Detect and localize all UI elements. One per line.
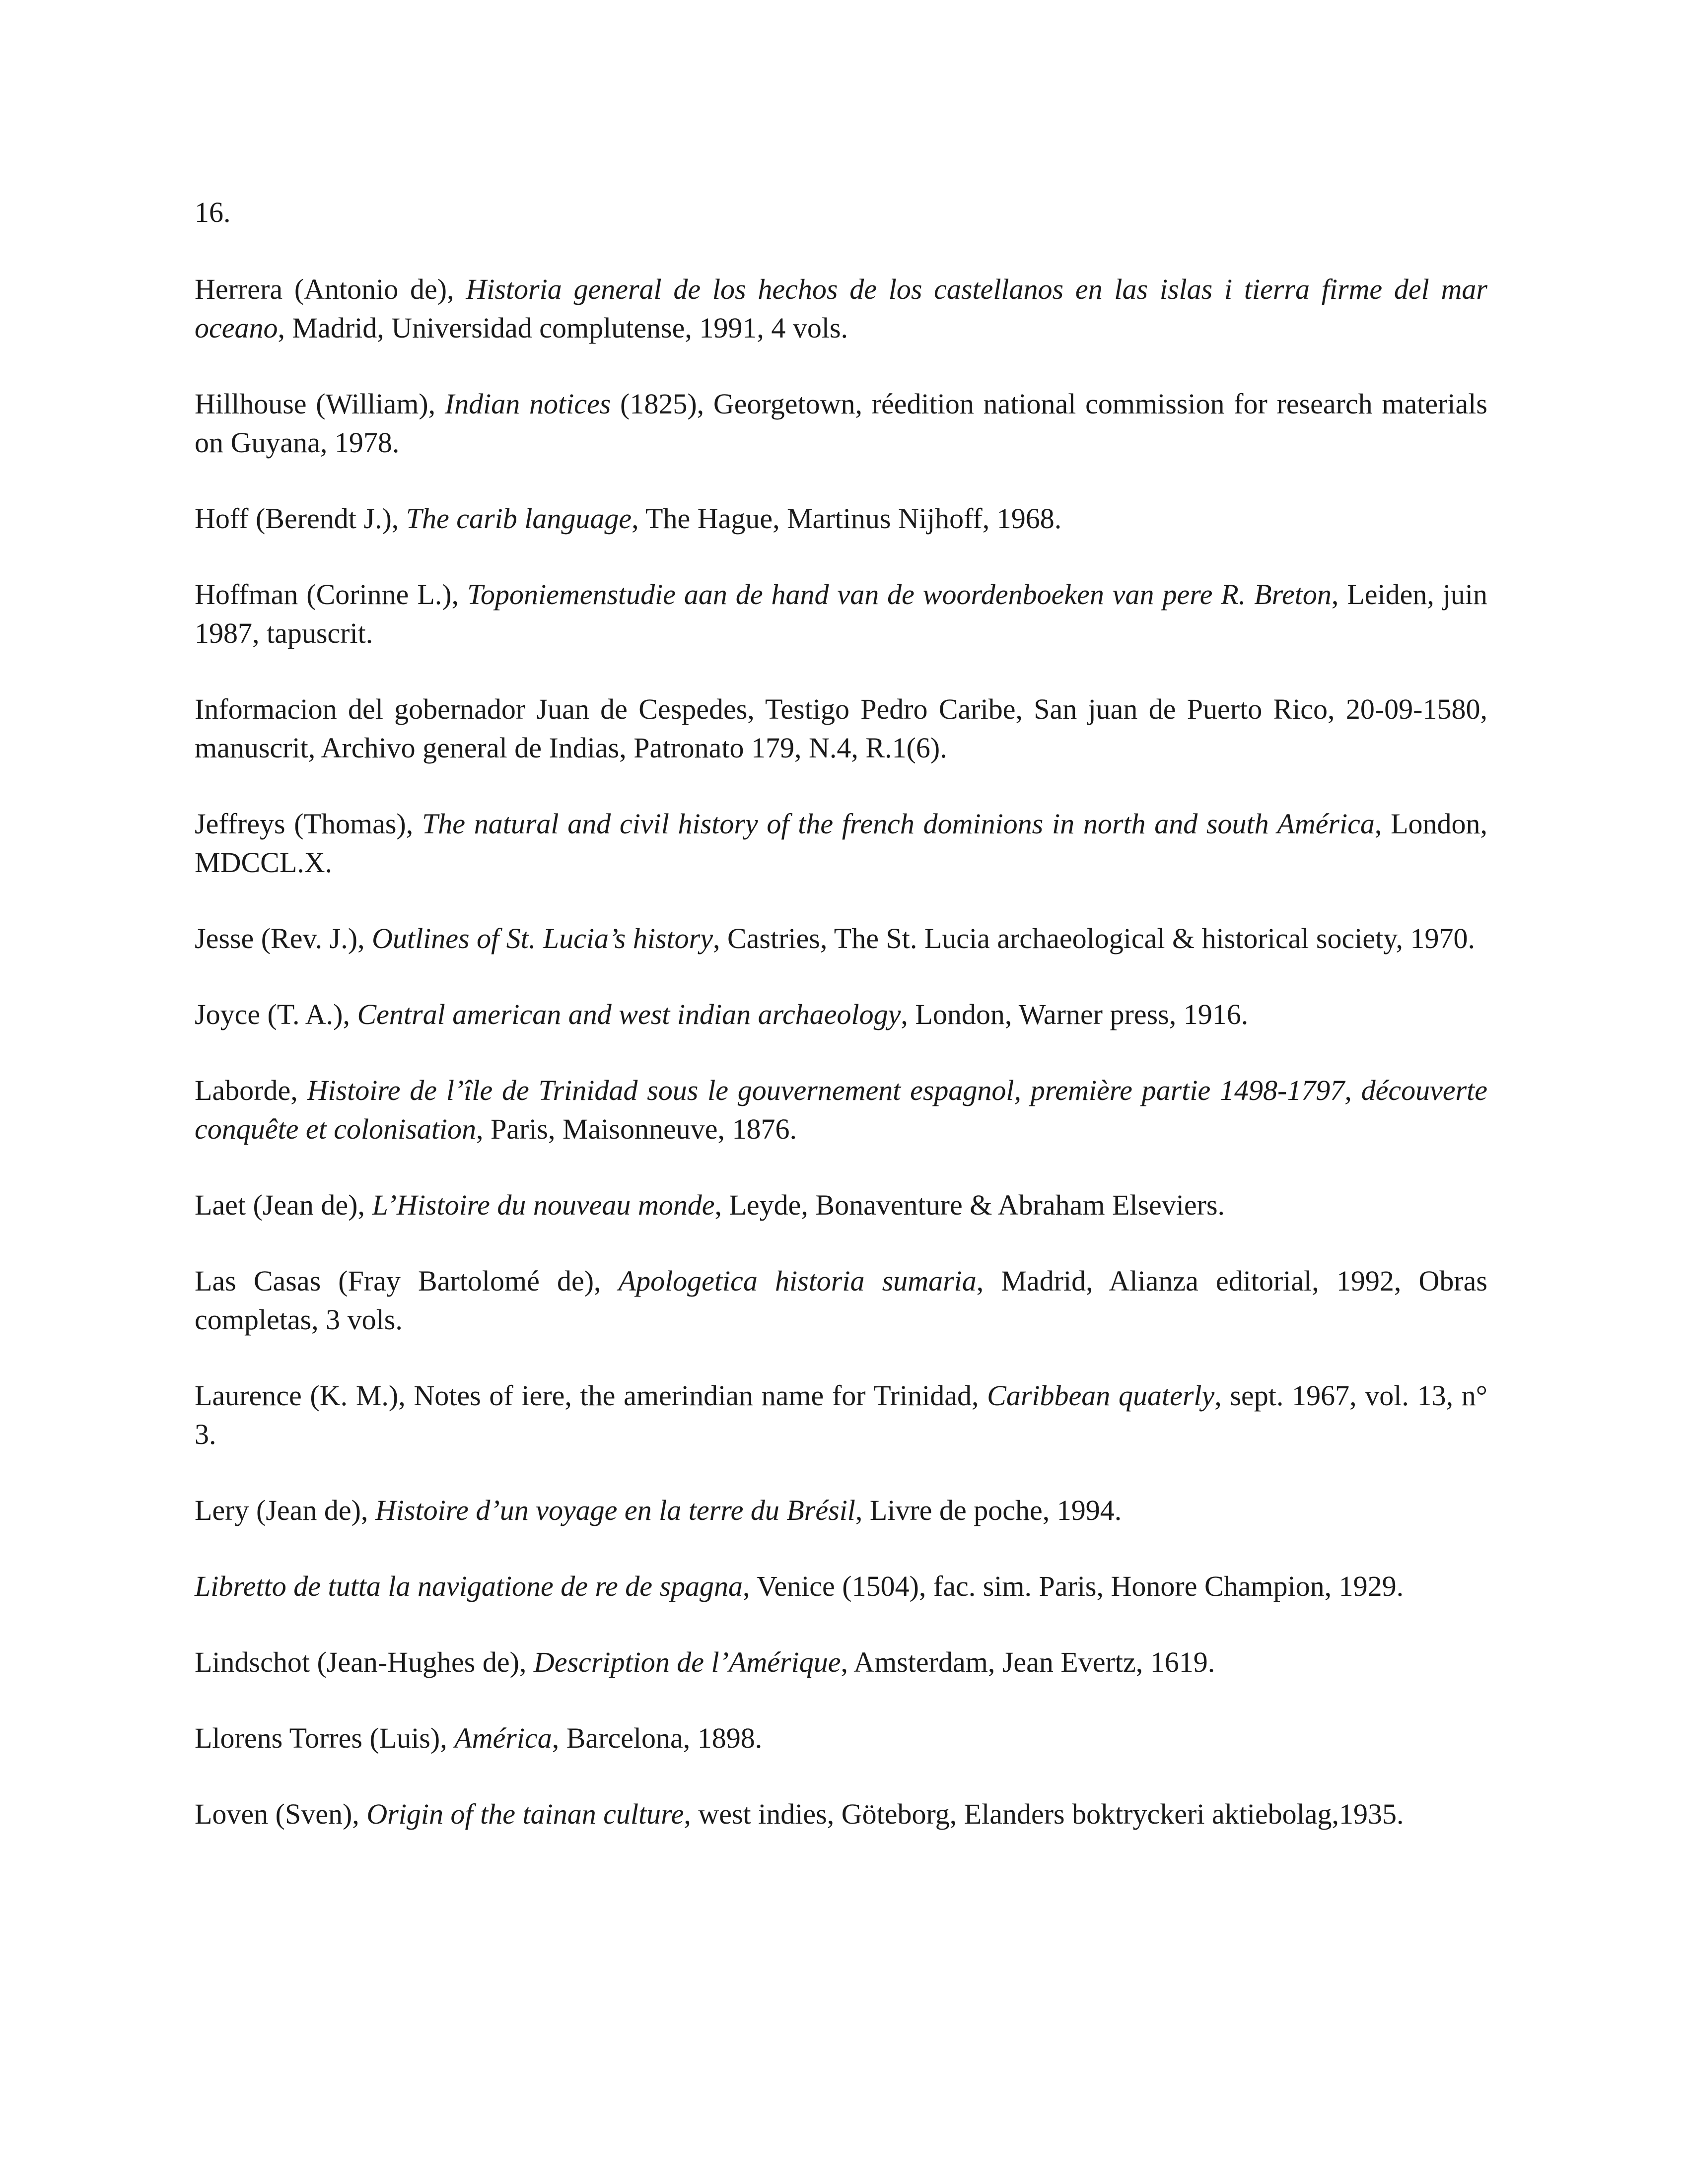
entry-text: , Barcelona, 1898. (552, 1722, 763, 1754)
entry-title: Origin of the tainan culture (366, 1798, 684, 1830)
bibliography-entry (195, 1567, 1487, 1606)
bibliography-entry (195, 385, 1487, 462)
bibliography-entry (195, 575, 1487, 653)
bibliography-entry (195, 1795, 1487, 1834)
entry-title: América (454, 1722, 552, 1754)
bibliography-entry (195, 1071, 1487, 1149)
entry-title: L’Histoire du nouveau monde (372, 1189, 715, 1221)
bibliography-entry (195, 1262, 1487, 1339)
entry-text: Las Casas (Fray Bartolomé de), (195, 1265, 619, 1297)
bibliography-entry (195, 1719, 1487, 1758)
entry-text: Hoff (Berendt J.), (195, 502, 406, 535)
bibliography-entry (195, 690, 1487, 767)
entry-text: Laborde, (195, 1074, 307, 1106)
entry-title: Outlines of St. Lucia’s history (372, 922, 713, 955)
bibliography-entry (195, 995, 1487, 1034)
entry-text: Hoffman (Corinne L.), (195, 578, 468, 611)
entry-text: Lindschot (Jean-Hughes de), (195, 1646, 534, 1678)
bibliography-entry (195, 919, 1487, 958)
bibliography-entry (195, 270, 1487, 347)
entry-text: Joyce (T. A.), (195, 998, 357, 1030)
bibliography-entry (195, 1376, 1487, 1454)
bibliography-entry (195, 1491, 1487, 1530)
entry-text: Hillhouse (William), (195, 388, 445, 420)
entry-text: , Amsterdam, Jean Evertz, 1619. (841, 1646, 1215, 1678)
bibliography-entry (195, 1186, 1487, 1225)
entry-text: Laurence (K. M.), Notes of iere, the amerindian name for Trinidad, (195, 1379, 987, 1412)
entry-text: Jeffreys (Thomas), (195, 808, 422, 840)
entry-text: Llorens Torres (Luis), (195, 1722, 455, 1754)
entry-title: Historia general de los hechos de los castellanos en las islas i tierra firme del mar oceano (195, 273, 1488, 344)
entry-title: Histoire de l’île de Trinidad sous le gouvernement espagnol, première partie 1498-1797, découverte conquête et colonisation (195, 1074, 1487, 1145)
entry-title: Toponiemenstudie aan de hand van de woordenboeken van pere R. Breton (467, 578, 1332, 611)
entry-text: , London, MDCCL.X. (195, 808, 1488, 879)
entry-title: Apologetica historia sumaria (618, 1265, 977, 1297)
page-number: 16. (195, 196, 231, 228)
entry-text: , sept. 1967, vol. 13, n° 3. (195, 1379, 1488, 1450)
entry-text: , Leiden, juin 1987, tapuscrit. (195, 578, 1487, 649)
bibliography-page (195, 194, 1487, 1871)
entry-text: , Venice (1504), fac. sim. Paris, Honore Champion, 1929. (743, 1570, 1404, 1602)
bibliography-entry (195, 1643, 1487, 1682)
entry-title: Histoire d’un voyage en la terre du Brésil (375, 1494, 855, 1526)
entry-text: , Livre de poche, 1994. (855, 1494, 1122, 1526)
entry-title: Description de l’Amérique (533, 1646, 841, 1678)
entry-text: , Paris, Maisonneuve, 1876. (476, 1113, 797, 1145)
entry-text: (1825), Georgetown, réedition national commission for research materials on Guyana, 1978. (195, 388, 1487, 459)
entry-title: Indian notices (444, 388, 611, 420)
entry-text: Laet (Jean de), (195, 1189, 372, 1221)
entry-text: , west indies, Göteborg, Elanders boktryckeri aktiebolag,1935. (684, 1798, 1404, 1830)
bibliography-entry (195, 805, 1487, 882)
entry-title: Caribbean quaterly (987, 1379, 1215, 1412)
entry-text: Herrera (Antonio de), (195, 273, 466, 305)
entry-text: Lery (Jean de), (195, 1494, 375, 1526)
entry-text: Jesse (Rev. J.), (195, 922, 372, 955)
bibliography-list (195, 270, 1487, 1834)
entry-title: Libretto de tutta la navigatione de re de spagna (195, 1570, 743, 1602)
entry-text: , Castries, The St. Lucia archaeological & historical society, 1970. (712, 922, 1475, 955)
entry-text: Loven (Sven), (195, 1798, 367, 1830)
entry-title: The carib language (406, 502, 632, 535)
entry-text: , Leyde, Bonaventure & Abraham Elseviers. (714, 1189, 1225, 1221)
entry-title: The natural and civil history of the french dominions in north and south América (422, 808, 1375, 840)
entry-text: , London, Warner press, 1916. (901, 998, 1249, 1030)
entry-text: , The Hague, Martinus Nijhoff, 1968. (632, 502, 1062, 535)
entry-text: , Madrid, Universidad complutense, 1991, 4 vols. (278, 312, 848, 344)
entry-text: , Madrid, Alianza editorial, 1992, Obras completas, 3 vols. (195, 1265, 1487, 1336)
entry-text: Informacion del gobernador Juan de Cespedes, Testigo Pedro Caribe, San juan de Puerto Rico, 20-09-1580, manuscrit, Archivo general de Indias, Patronato 179, N.4, R.1(6). (195, 693, 1487, 764)
entry-title: Central american and west indian archaeology (357, 998, 901, 1030)
bibliography-entry (195, 499, 1487, 538)
